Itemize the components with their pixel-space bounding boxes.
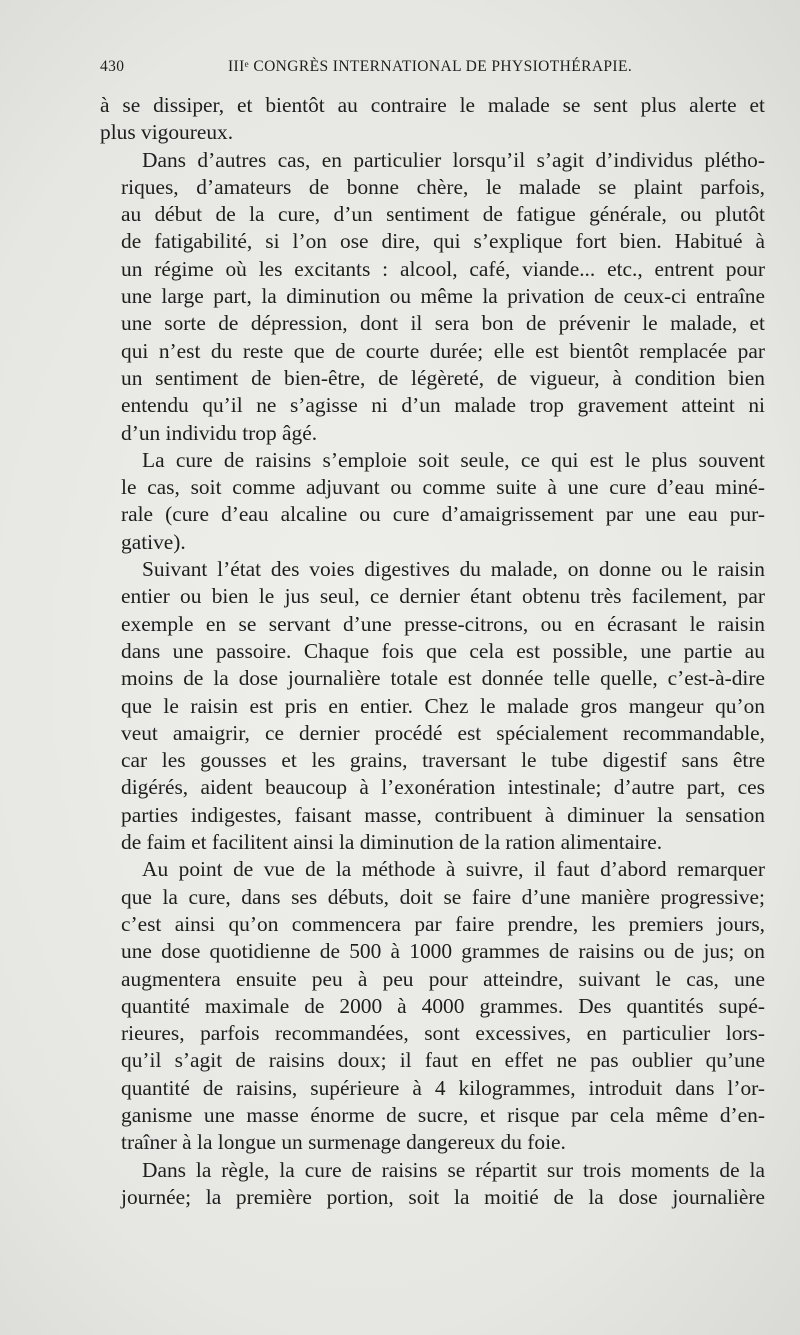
text-line: ganisme une masse énorme de sucre, et risque par cela même d’en- xyxy=(121,1102,765,1127)
text-line: entendu qu’il ne s’agisse ni d’un malade trop gravement atteint ni xyxy=(121,393,765,418)
page-number: 430 xyxy=(100,58,125,75)
text-line: gative). xyxy=(121,529,186,554)
paragraph xyxy=(100,1157,765,1212)
text-line: une dose quotidienne de 500 à 1000 grammes de raisins ou de jus; on xyxy=(121,939,765,964)
text-line: plus vigoureux. xyxy=(100,120,234,145)
text-line: que la cure, dans ses débuts, doit se faire d’une manière progressive; xyxy=(121,884,765,909)
text-line: moins de la dose journalière totale est donnée telle quelle, c’est-à-dire xyxy=(121,666,765,691)
text-line: quantité de raisins, supérieure à 4 kilogrammes, introduit dans l’or- xyxy=(121,1075,765,1100)
paragraph xyxy=(100,447,765,556)
running-header xyxy=(100,58,765,82)
text-line: entier ou bien le jus seul, ce dernier étant obtenu très facilement, par xyxy=(121,584,765,609)
text-line: d’un individu trop âgé. xyxy=(121,420,318,445)
text-line: rale (cure d’eau alcaline ou cure d’amaigrissement par une eau pur- xyxy=(121,502,765,527)
text-line: riques, d’amateurs de bonne chère, le malade se plaint parfois, xyxy=(121,174,765,199)
text-line: veut amaigrir, ce dernier procédé est spécialement recommandable, xyxy=(121,720,765,745)
text-line: le cas, soit comme adjuvant ou comme suite à une cure d’eau miné- xyxy=(121,475,765,500)
text-line: une large part, la diminution ou même la privation de ceux-ci entraîne xyxy=(121,284,765,309)
text-line: quantité maximale de 2000 à 4000 grammes. Des quantités supé- xyxy=(121,993,765,1018)
text-line: dans une passoire. Chaque fois que cela est possible, une partie au xyxy=(121,638,765,663)
text-line: qui n’est du reste que de courte durée; elle est bientôt remplacée par xyxy=(121,338,765,363)
text-line: journée; la première portion, soit la moitié de la dose journalière xyxy=(121,1184,765,1209)
text-line: augmentera ensuite peu à peu pour atteindre, suivant le cas, une xyxy=(121,966,765,991)
text-line: Dans d’autres cas, en particulier lorsqu’il s’agit d’individus plétho- xyxy=(142,147,765,172)
text-line: rieures, parfois recommandées, sont excessives, en particulier lors- xyxy=(121,1021,765,1046)
text-line: traîner à la longue un surmenage dangereux du foie. xyxy=(121,1130,566,1155)
paragraph xyxy=(100,147,765,447)
text-line: exemple en se servant d’une presse-citrons, ou en écrasant le raisin xyxy=(121,611,765,636)
paragraph xyxy=(100,856,765,1156)
text-line: parties indigestes, faisant masse, contribuent à diminuer la sensation xyxy=(121,802,765,827)
text-line: un sentiment de bien-être, de légèreté, de vigueur, à condition bien xyxy=(121,365,765,390)
text-line: La cure de raisins s’emploie soit seule, ce qui est le plus souvent xyxy=(142,447,765,472)
text-line: digérés, aident beaucoup à l’exonération intestinale; d’autre part, ces xyxy=(121,775,765,800)
text-line: de fatigabilité, si l’on ose dire, qui s’explique fort bien. Habitué à xyxy=(121,229,765,254)
body-text xyxy=(100,92,765,1211)
paragraph xyxy=(100,92,765,147)
running-title: IIIᵉ CONGRÈS INTERNATIONAL DE PHYSIOTHÉRAPIE. xyxy=(228,58,633,75)
text-line: c’est ainsi qu’on commencera par faire prendre, les premiers jours, xyxy=(121,911,765,936)
text-line: de faim et facilitent ainsi la diminution de la ration alimentaire. xyxy=(121,830,663,855)
text-line: car les gousses et les grains, traversant le tube digestif sans être xyxy=(121,748,765,773)
text-line: Au point de vue de la méthode à suivre, il faut d’abord remarquer xyxy=(142,857,765,882)
text-line: à se dissiper, et bientôt au contraire le malade se sent plus alerte et xyxy=(100,93,765,117)
text-line: Suivant l’état des voies digestives du malade, on donne ou le raisin xyxy=(142,557,765,582)
text-line: une sorte de dépression, dont il sera bon de prévenir le malade, et xyxy=(121,311,765,336)
text-line: au début de la cure, d’un sentiment de fatigue générale, ou plutôt xyxy=(121,202,765,227)
text-line: Dans la règle, la cure de raisins se répartit sur trois moments de la xyxy=(142,1157,765,1182)
text-line: que le raisin est pris en entier. Chez le malade gros mangeur qu’on xyxy=(121,693,765,718)
text-line: qu’il s’agit de raisins doux; il faut en effet ne pas oublier qu’une xyxy=(121,1048,765,1073)
paragraph xyxy=(100,556,765,856)
text-line: un régime où les excitants : alcool, café, viande... etc., entrent pour xyxy=(121,256,765,281)
